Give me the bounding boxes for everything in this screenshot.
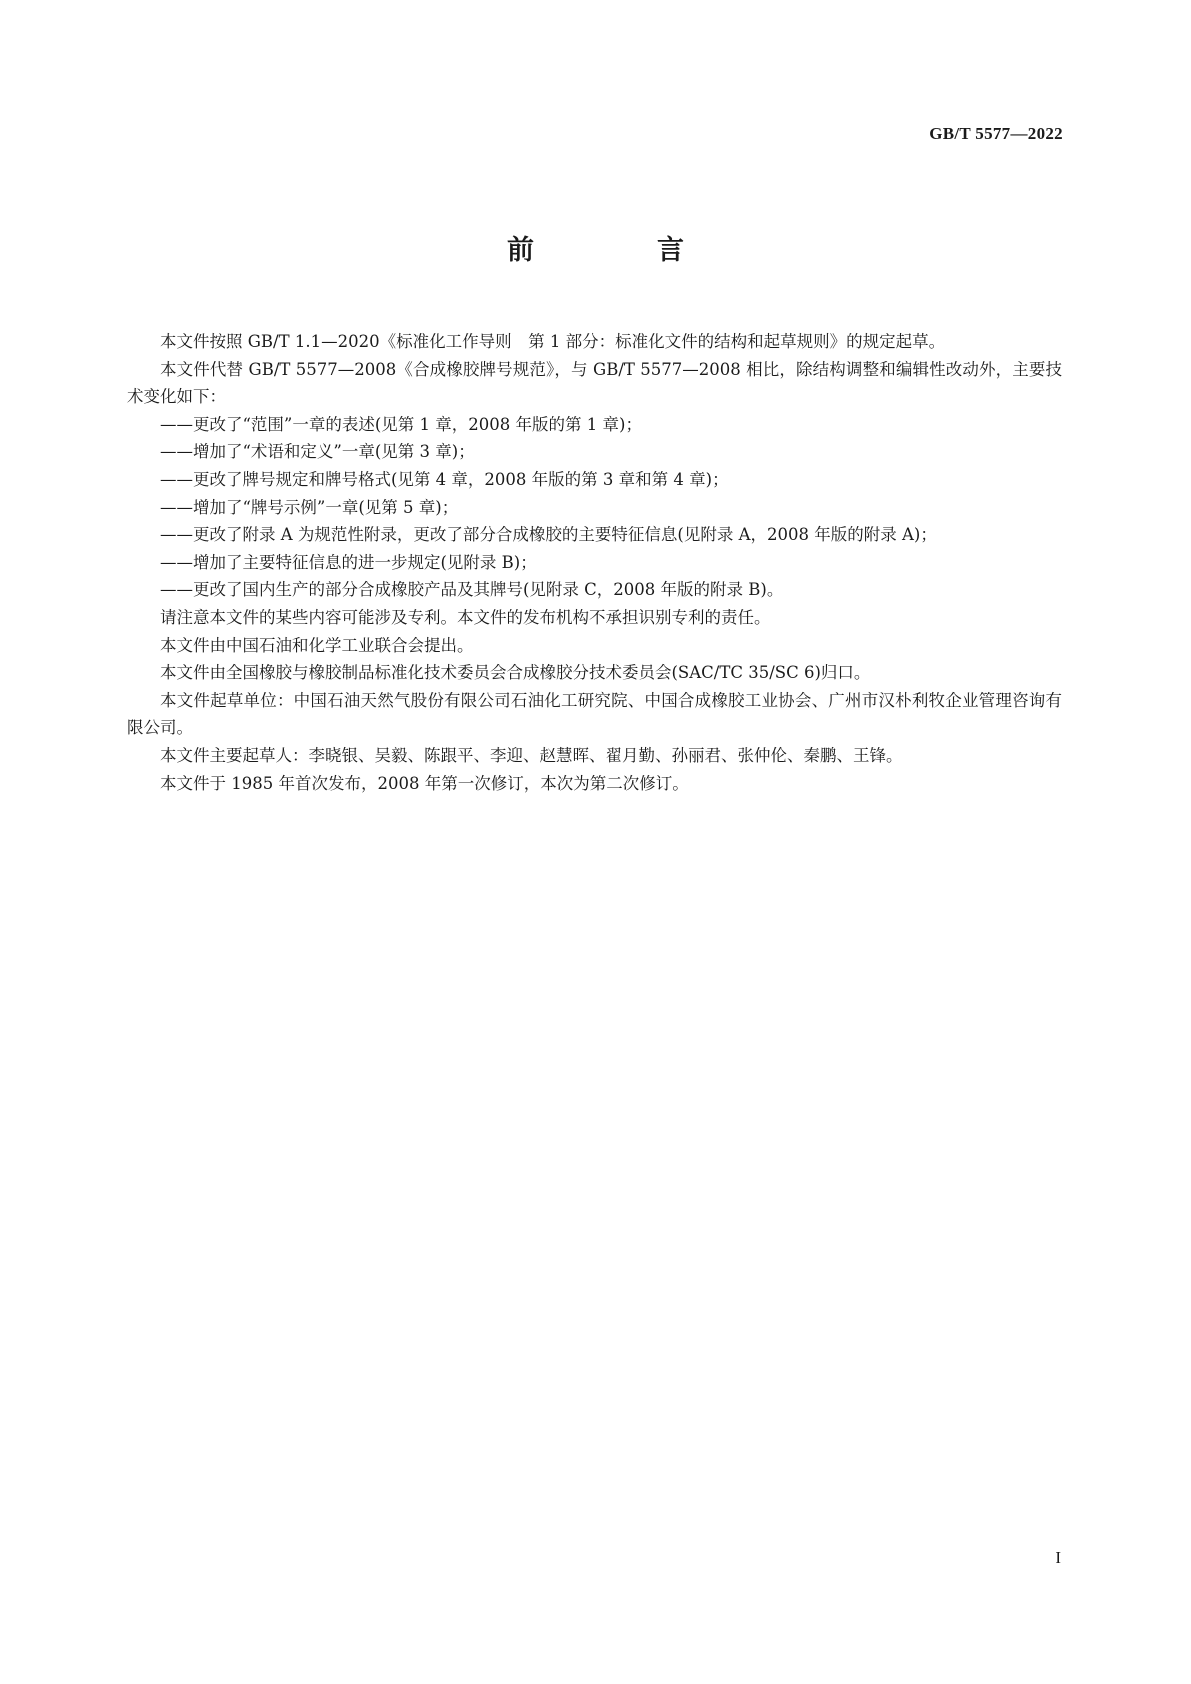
change-item: ——增加了“术语和定义”一章(见第 3 章)；: [160, 442, 475, 462]
page-title: 前 言: [507, 235, 732, 266]
paragraph-drafting-basis: 本文件按照 GB/T 1.1—2020《标准化工作导则 第 1 部分：标准化文件的结构和起草规则》的规定起草。: [160, 332, 946, 351]
paragraph-drafting-units: 本文件起草单位：中国石油天然气股份有限公司石油化工研究院、中国合成橡胶工业协会、广州市汉朴利牧企业管理咨询有限公司。: [127, 690, 1062, 738]
paragraph-committee: 本文件由全国橡胶与橡胶制品标准化技术委员会合成橡胶分技术委员会(SAC/TC 35/SC 6)归口。: [160, 663, 871, 683]
paragraph-patent-notice: 请注意本文件的某些内容可能涉及专利。本文件的发布机构不承担识别专利的责任。: [160, 607, 771, 627]
change-item: ——更改了“范围”一章的表述(见第 1 章，2008 年版的第 1 章)；: [160, 414, 642, 434]
paragraph-history: 本文件于 1985 年首次发布，2008 年第一次修订，本次为第二次修订。: [160, 773, 689, 793]
paragraph-proposer: 本文件由中国石油和化学工业联合会提出。: [160, 635, 474, 655]
page-number: I: [1055, 1548, 1061, 1567]
change-item: ——更改了牌号规定和牌号格式(见第 4 章，2008 年版的第 3 章和第 4 章)；: [160, 469, 729, 489]
change-item: ——增加了“牌号示例”一章(见第 5 章)；: [160, 497, 459, 517]
change-item: ——更改了国内生产的部分合成橡胶产品及其牌号(见附录 C，2008 年版的附录 B)。: [160, 580, 784, 600]
paragraph-drafters: 本文件主要起草人：李晓银、吴毅、陈跟平、李迎、赵慧晖、翟月勤、孙丽君、张仲伦、秦鹏、王锋。: [160, 745, 903, 765]
paragraph-replacement: 本文件代替 GB/T 5577—2008《合成橡胶牌号规范》，与 GB/T 5577—2008 相比，除结构调整和编辑性改动外，主要技术变化如下：: [127, 359, 1062, 407]
foreword-body: [127, 328, 1062, 797]
change-item: ——增加了主要特征信息的进一步规定(见附录 B)；: [160, 552, 537, 572]
change-item: ——更改了附录 A 为规范性附录，更改了部分合成橡胶的主要特征信息(见附录 A，2008 年版的附录 A)；: [160, 525, 937, 545]
standard-number: GB/T 5577—2022: [929, 124, 1063, 143]
